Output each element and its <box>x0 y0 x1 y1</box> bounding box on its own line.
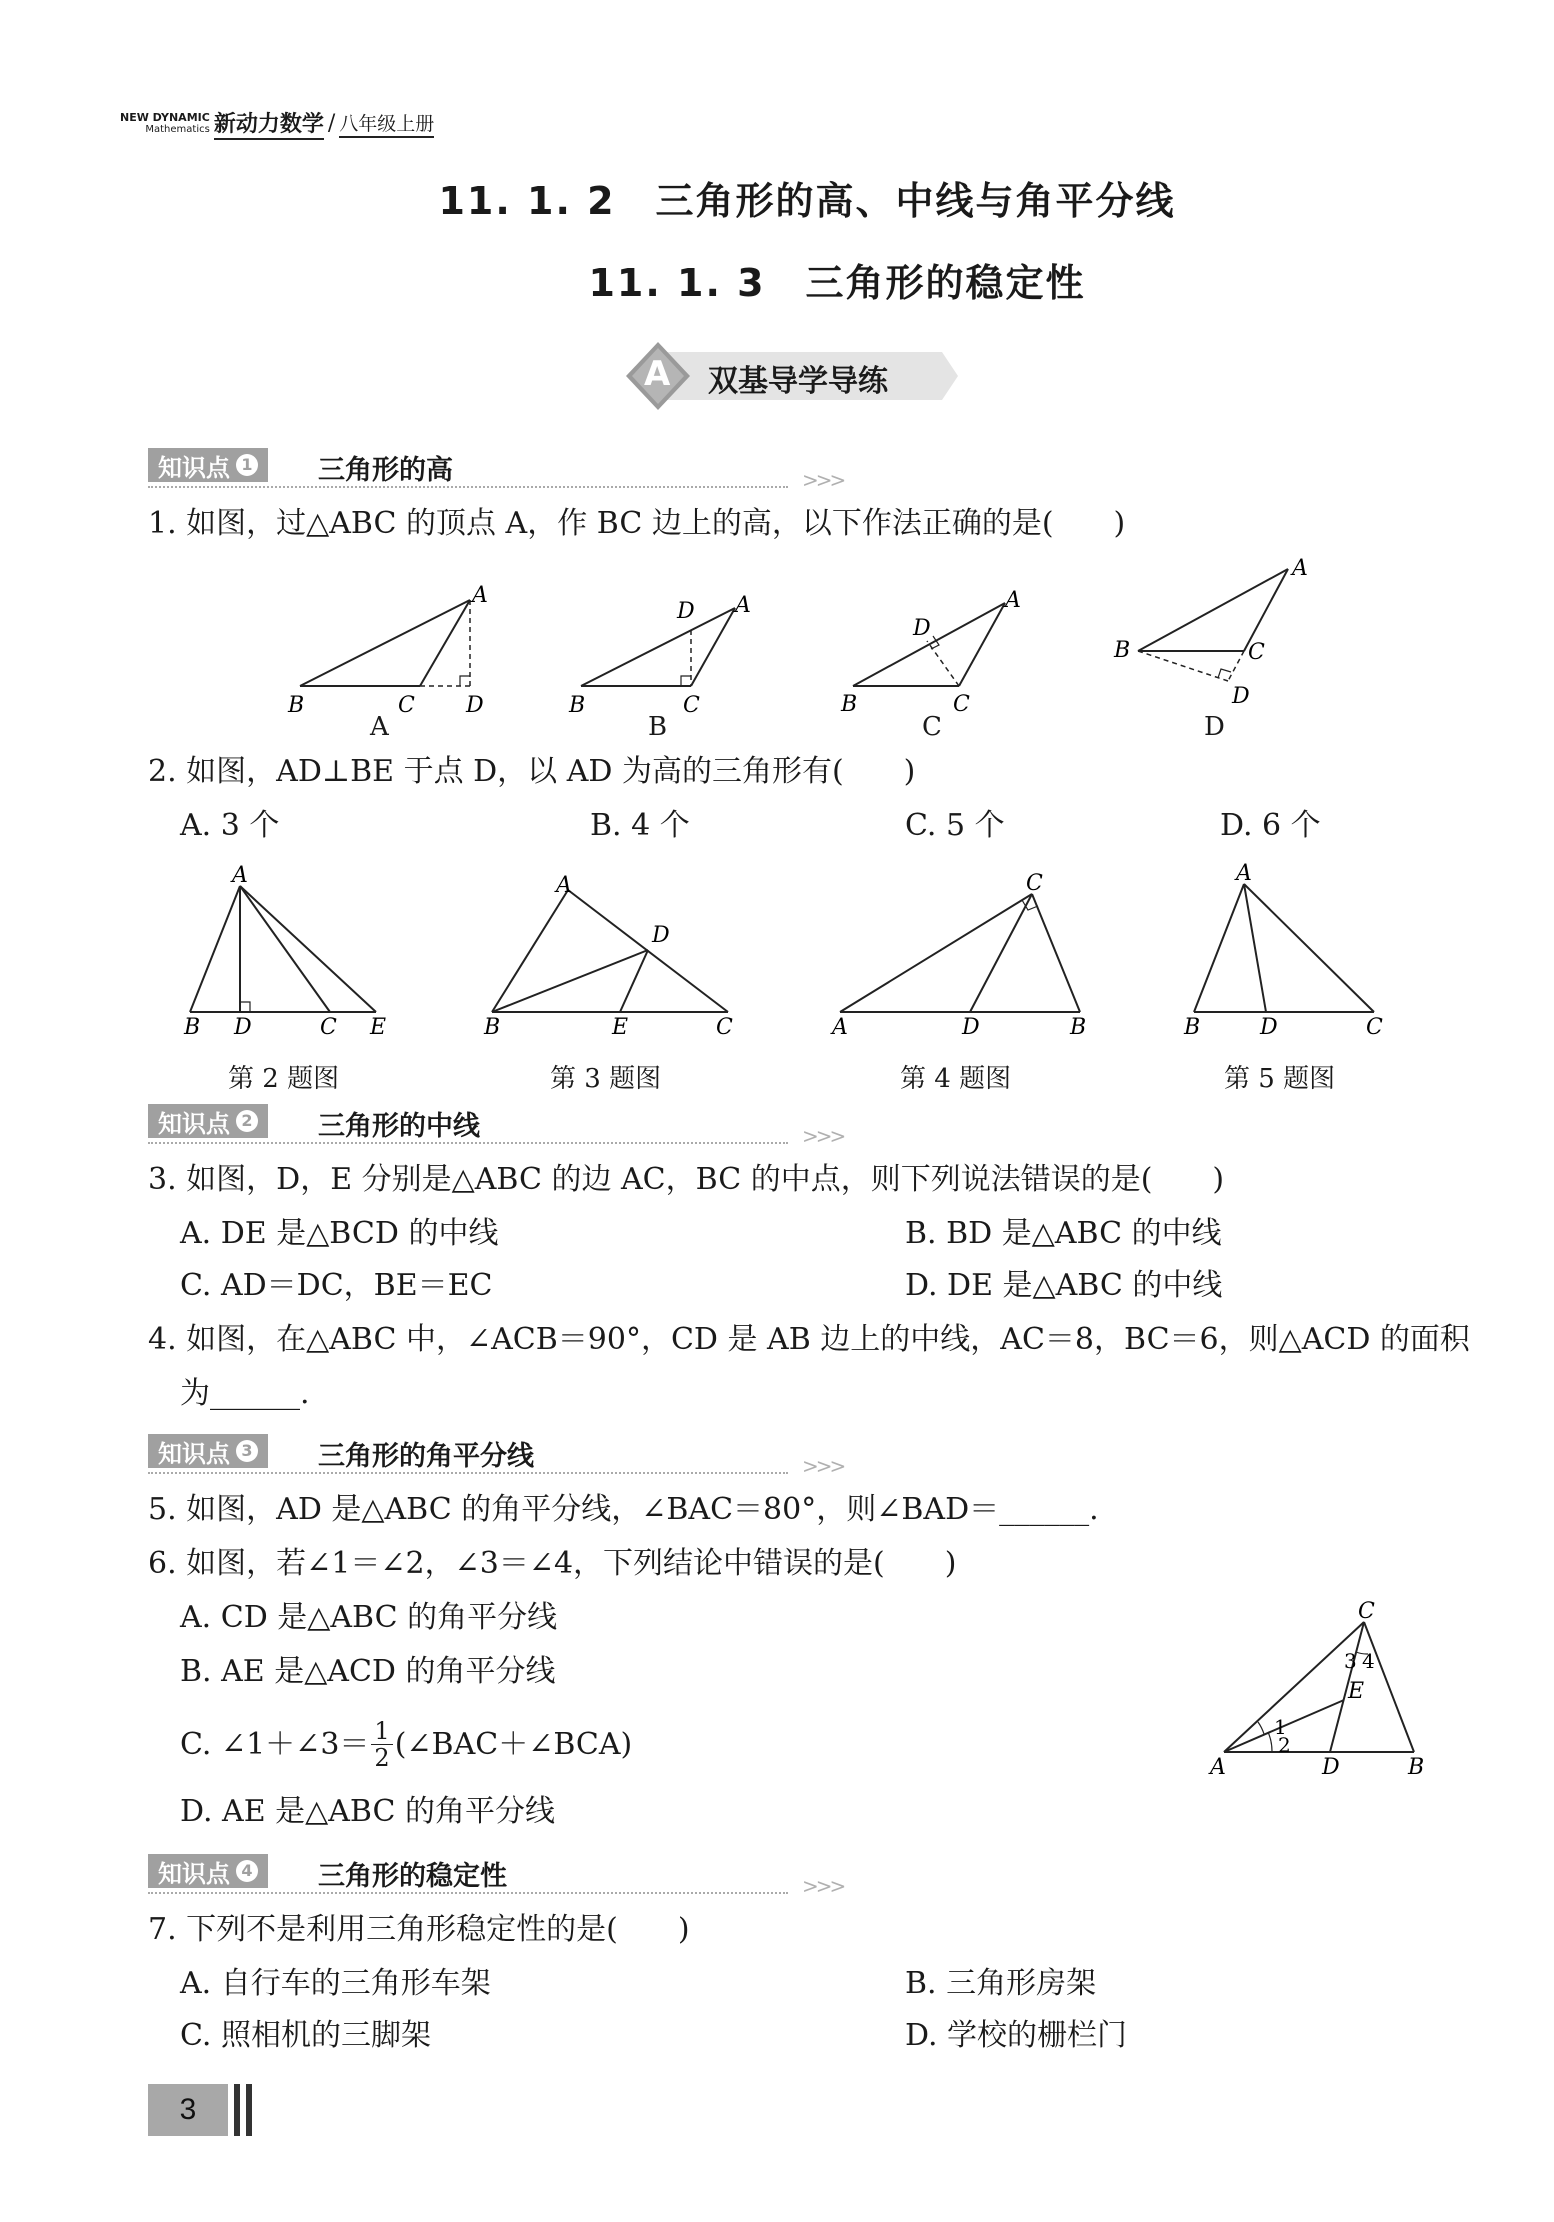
kp-badge <box>148 1854 268 1888</box>
q7-option-b: B. 三角形房架 <box>905 1966 1097 2001</box>
label-c: C <box>683 693 700 718</box>
q1-figure-c <box>835 585 1035 730</box>
angle-label-2: 2 <box>1278 1733 1291 1757</box>
kp-number: 2 <box>236 1110 258 1132</box>
label-b: B <box>841 692 858 717</box>
kp-label: 知识点 <box>158 1109 230 1138</box>
kp-number: 1 <box>236 454 258 476</box>
label-e: E <box>1348 1679 1365 1704</box>
figure-2 <box>180 862 410 1037</box>
angle-label-1: 1 <box>1274 1715 1287 1739</box>
kp-divider <box>148 1892 788 1894</box>
kp-badge <box>148 448 268 482</box>
label-d: D <box>234 1015 252 1037</box>
figure-5 <box>1180 862 1400 1040</box>
kp-label: 知识点 <box>158 453 230 482</box>
label-c: C <box>1248 640 1265 665</box>
kp-badge <box>148 1104 268 1138</box>
fraction-denominator: 2 <box>374 1744 390 1772</box>
knowledge-point-2 <box>148 1104 848 1148</box>
question-2: 2. 如图，AD⊥BE 于点 D，以 AD 为高的三角形有( ) <box>148 754 916 789</box>
caption-fig-4: 第 4 题图 <box>900 1064 1012 1094</box>
q6-option-d: D. AE 是△ABC 的角平分线 <box>180 1794 555 1829</box>
q3-option-c: C. AD＝DC，BE＝EC <box>180 1268 493 1303</box>
q1-figure-a <box>280 580 500 730</box>
label-d: D <box>1322 1755 1340 1780</box>
q6-option-a: A. CD 是△ABC 的角平分线 <box>180 1600 558 1635</box>
brand-en <box>120 112 210 136</box>
label-d: D <box>466 693 484 718</box>
q3-option-a: A. DE 是△BCD 的中线 <box>180 1216 499 1251</box>
kp-arrow-icon: >>> <box>802 1124 844 1148</box>
label-b: B <box>484 1015 501 1040</box>
q1-option-d: D <box>1204 712 1225 742</box>
q6-option-b: B. AE 是△ACD 的角平分线 <box>180 1654 556 1689</box>
section-title-2: 11. 1. 3 三角形的稳定性 <box>588 261 1086 305</box>
q6-option-c <box>180 1718 632 1771</box>
q1-option-c: C <box>922 712 942 742</box>
kp-title: 三角形的高 <box>318 455 453 486</box>
label-b: B <box>288 693 305 718</box>
kp-number: 4 <box>236 1860 258 1882</box>
label-e: E <box>370 1015 387 1037</box>
label-d: D <box>652 923 670 948</box>
header-slash: / <box>327 111 336 136</box>
angle-label-4: 4 <box>1362 1649 1375 1673</box>
q7-option-a: A. 自行车的三角形车架 <box>180 1966 491 2001</box>
label-e: E <box>612 1015 629 1040</box>
kp-number: 3 <box>236 1440 258 1462</box>
label-d: D <box>677 599 695 624</box>
q7-option-d: D. 学校的栅栏门 <box>905 2018 1128 2053</box>
label-b: B <box>1184 1015 1201 1040</box>
label-a: A <box>232 863 248 888</box>
label-c: C <box>1358 1600 1375 1624</box>
kp-divider <box>148 1472 788 1474</box>
q3-option-b: B. BD 是△ABC 的中线 <box>905 1216 1222 1251</box>
q7-option-c: C. 照相机的三脚架 <box>180 2018 431 2053</box>
label-d: D <box>1260 1015 1278 1040</box>
q3-option-d: D. DE 是△ABC 的中线 <box>905 1268 1223 1303</box>
figure-4 <box>830 870 1100 1040</box>
kp-title: 三角形的角平分线 <box>318 1441 534 1472</box>
q2-option-a: A. 3 个 <box>180 808 280 843</box>
kp-title: 三角形的中线 <box>318 1111 480 1142</box>
label-d: D <box>1232 684 1250 709</box>
label-a: A <box>735 593 751 618</box>
question-6: 6. 如图，若∠1＝∠2，∠3＝∠4，下列结论中错误的是( ) <box>148 1546 957 1581</box>
label-c: C <box>320 1015 337 1037</box>
q1-option-a: A <box>370 712 389 742</box>
q1-figure-b <box>565 590 765 730</box>
fraction-numerator: 1 <box>371 1718 392 1745</box>
q2-option-c: C. 5 个 <box>905 808 1005 843</box>
label-b: B <box>1408 1755 1425 1780</box>
figure-q6 <box>1206 1600 1446 1780</box>
caption-fig-2: 第 2 题图 <box>228 1064 340 1094</box>
banner-letter: A <box>644 354 671 394</box>
label-a: A <box>1210 1755 1226 1780</box>
angle-label-3: 3 <box>1344 1649 1357 1673</box>
grade-label: 八年级上册 <box>339 109 434 138</box>
knowledge-point-1 <box>148 448 848 492</box>
kp-label: 知识点 <box>158 1439 230 1468</box>
label-c: C <box>953 692 970 717</box>
label-a: A <box>1005 588 1021 613</box>
label-a: A <box>1292 556 1308 581</box>
caption-fig-5: 第 5 题图 <box>1224 1064 1336 1094</box>
question-5: 5. 如图，AD 是△ABC 的角平分线，∠BAC＝80°，则∠BAD＝______. <box>148 1492 1099 1527</box>
question-1: 1. 如图，过△ABC 的顶点 A，作 BC 边上的高，以下作法正确的是( ) <box>148 506 1126 541</box>
kp-divider <box>148 486 788 488</box>
label-a: A <box>472 583 488 608</box>
label-b: B <box>1114 638 1131 663</box>
brand-en-line1: NEW DYNAMIC <box>120 110 210 124</box>
q1-option-b: B <box>648 712 668 742</box>
label-c: C <box>1366 1015 1383 1040</box>
question-4-line1: 4. 如图，在△ABC 中，∠ACB＝90°，CD 是 AB 边上的中线，AC＝8，BC＝6，则△ACD 的面积 <box>148 1322 1470 1357</box>
label-b: B <box>1070 1015 1087 1040</box>
kp-label: 知识点 <box>158 1859 230 1888</box>
section-title-1: 11. 1. 2 三角形的高、中线与角平分线 <box>438 179 1176 223</box>
practice-banner <box>622 340 962 412</box>
page-bar-1 <box>234 2084 240 2136</box>
q6-option-c-head: C. ∠1＋∠3＝ <box>180 1726 370 1762</box>
knowledge-point-3 <box>148 1434 848 1478</box>
kp-arrow-icon: >>> <box>802 468 844 492</box>
brand-en-line2: Mathematics <box>145 123 210 135</box>
page-number-block <box>148 2084 252 2136</box>
question-4-line2: 为______. <box>180 1376 310 1411</box>
q2-option-b: B. 4 个 <box>590 808 690 843</box>
label-a: A <box>832 1015 848 1040</box>
label-d: D <box>913 616 931 641</box>
label-d: D <box>962 1015 980 1040</box>
label-c: C <box>1026 871 1043 896</box>
label-c: C <box>716 1015 733 1040</box>
q6-option-c-tail: (∠BAC＋∠BCA) <box>394 1726 633 1762</box>
question-7: 7. 下列不是利用三角形稳定性的是( ) <box>148 1912 690 1947</box>
kp-divider <box>148 1142 788 1144</box>
q1-figure-d <box>1110 555 1320 715</box>
kp-title: 三角形的稳定性 <box>318 1861 507 1892</box>
label-b: B <box>184 1015 201 1037</box>
label-a: A <box>556 873 572 898</box>
brand-cn: 新动力数学 <box>214 107 324 140</box>
running-header <box>120 107 434 140</box>
question-3: 3. 如图，D，E 分别是△ABC 的边 AC，BC 的中点，则下列说法错误的是( ) <box>148 1162 1225 1197</box>
caption-fig-3: 第 3 题图 <box>550 1064 662 1094</box>
label-c: C <box>398 693 415 718</box>
figure-3 <box>478 870 748 1040</box>
label-b: B <box>569 693 586 718</box>
kp-arrow-icon: >>> <box>802 1454 844 1478</box>
fraction <box>371 1718 392 1771</box>
knowledge-point-4 <box>148 1854 848 1898</box>
label-a: A <box>1236 862 1252 886</box>
kp-arrow-icon: >>> <box>802 1874 844 1898</box>
page-bar-2 <box>246 2084 252 2136</box>
banner-text: 双基导学导练 <box>708 364 888 399</box>
page-number: 3 <box>148 2084 228 2136</box>
q2-option-d: D. 6 个 <box>1220 808 1321 843</box>
kp-badge <box>148 1434 268 1468</box>
